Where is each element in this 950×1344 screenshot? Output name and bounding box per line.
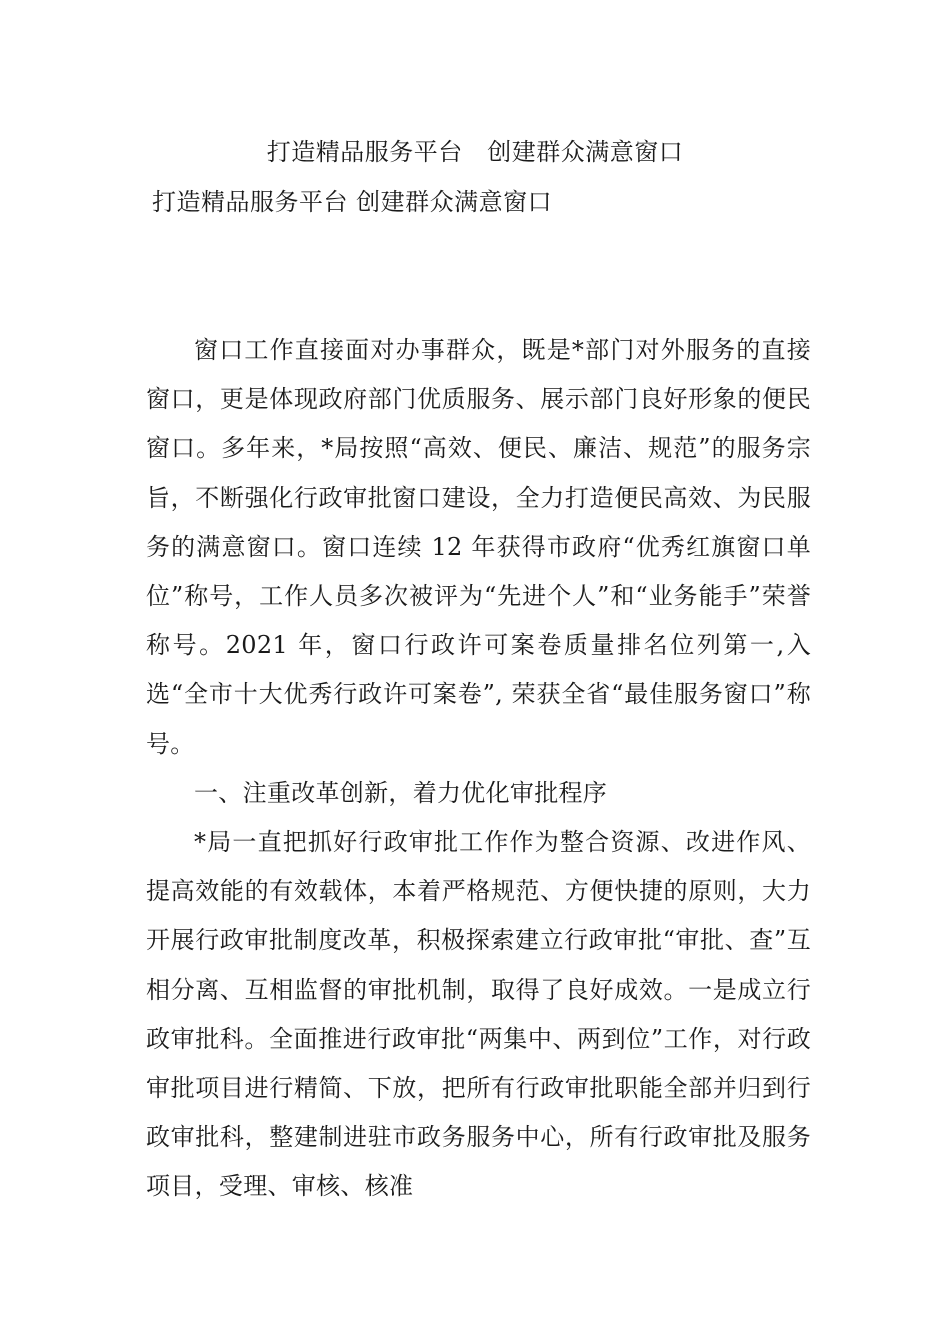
paragraph-section-1: *局一直把抓好行政审批工作作为整合资源、改进作风、提高效能的有效载体，本着严格规范、方便快捷的原则，大力开展行政审批制度改革，积极探索建立行政审批“审批、查”互相分离、互相监督的审批机制，取得了良好成效。一是成立行政审批科。全面推进行政审批“两集中、两到位”工作，对行政审批项目进行精简、下放，把所有行政审批职能全部并归到行政审批科，整建制进驻市政务服务中心，所有行政审批及服务项目，受理、审核、核准 bbox=[146, 828, 811, 1201]
section-heading-1: 一、注重改革创新，着力优化审批程序 bbox=[194, 778, 608, 807]
document-title: 打造精品服务平台 创建群众满意窗口 bbox=[266, 138, 684, 166]
paragraph-intro: 窗口工作直接面对办事群众，既是*部门对外服务的直接窗口，更是体现政府部门优质服务、展示部门良好形象的便民窗口。多年来，*局按照“高效、便民、廉洁、规范”的服务宗旨，不断强化行政审批窗口建设，全力打造便民高效、为民服务的满意窗口。窗口连续 12 年获得市政府“优秀红旗窗口单位”称号，工作人员多次被评为“先进个人”和“业务能手”荣誉称号。2021 年，窗口行政许可案卷质量排名位列第一,入选“全市十大优秀行政许可案卷”, 荣获全省“最佳服务窗口”称号。 bbox=[146, 336, 811, 758]
document-subtitle: 打造精品服务平台 创建群众满意窗口 bbox=[152, 188, 553, 216]
document-body bbox=[146, 326, 811, 1212]
